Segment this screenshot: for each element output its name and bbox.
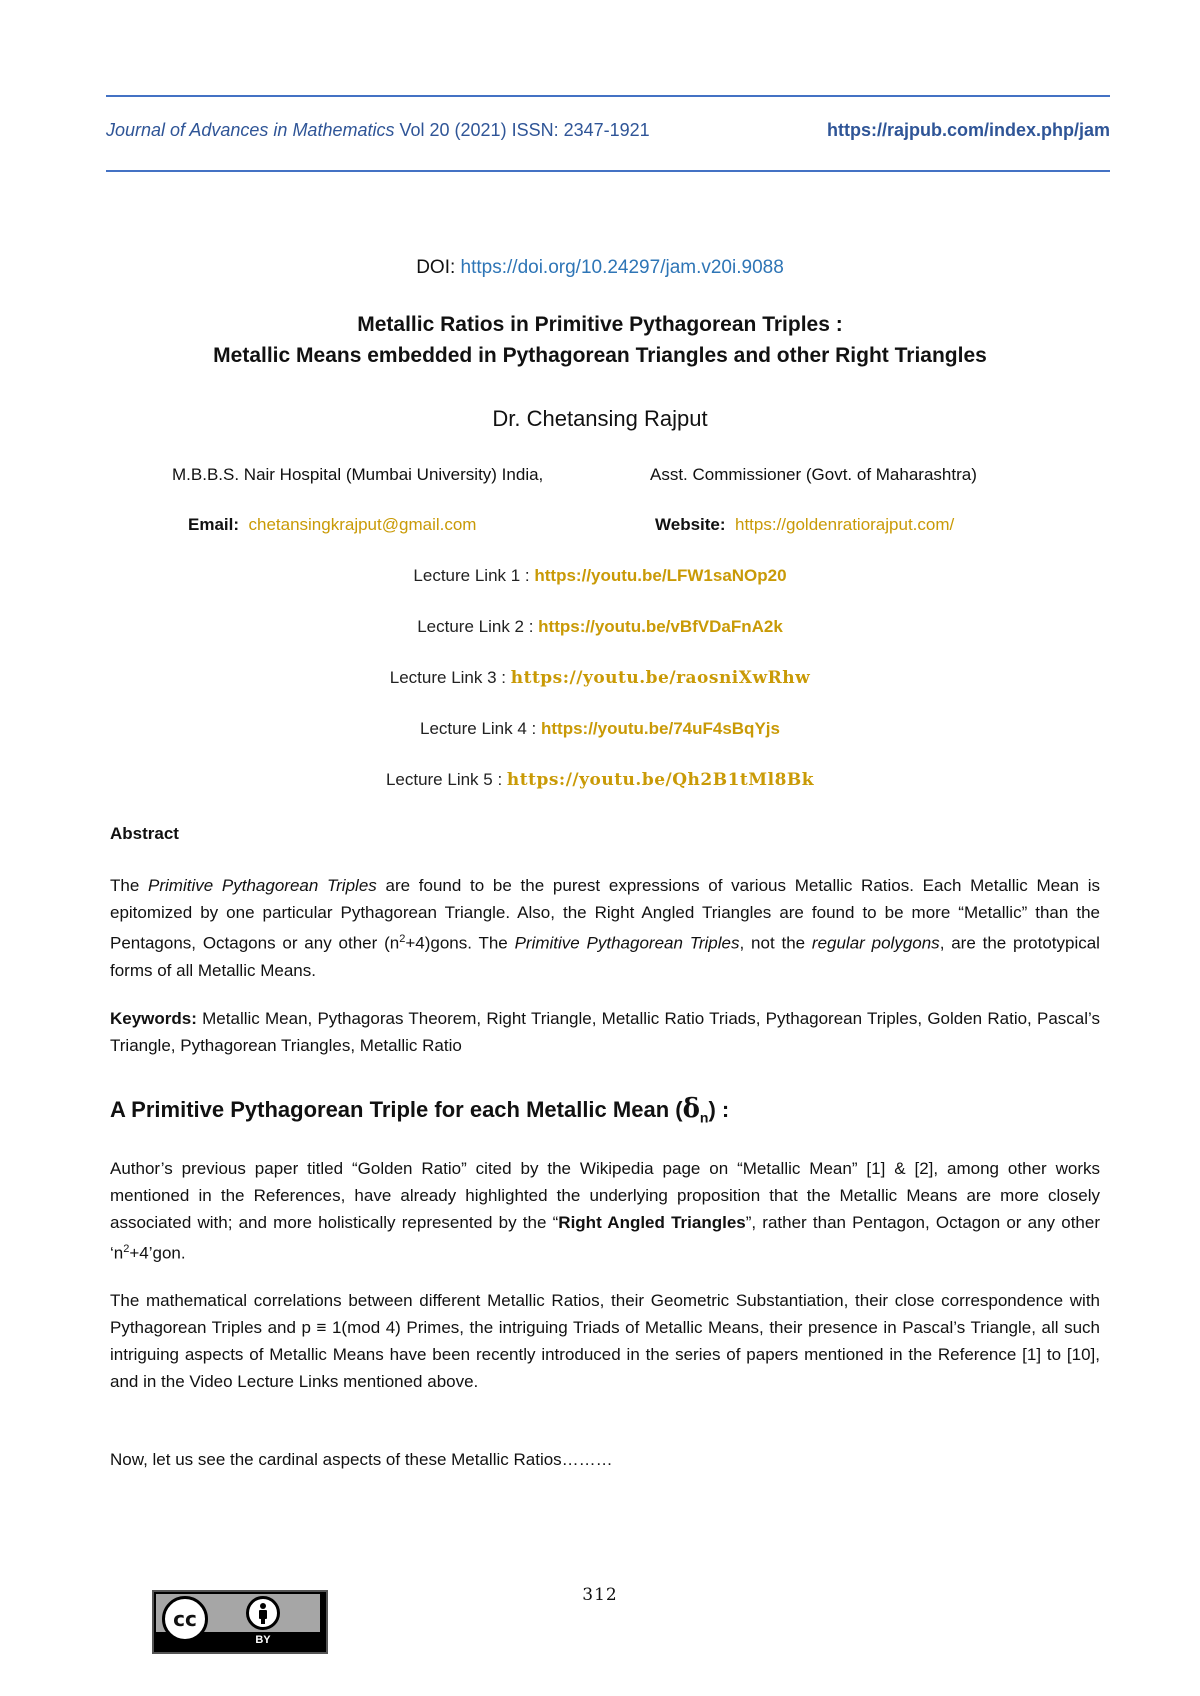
section-heading: A Primitive Pythagorean Triple for each Metallic Mean $(\delta_n)$ :	[110, 1094, 730, 1126]
abstract-paragraph: The Primitive Pythagorean Triples are found to be the purest expressions of various Metallic Ratios. Each Metallic Mean is epitomized by one particular Pythagorean Triangle. Also, the Right Angled Triangles are found to be more “Metallic” than the Pentagons, Octagons or any other $(n^2+4)gons$. The Primitive Pythagorean Triples, not the regular polygons, are the prototypical forms of all Metallic Means.	[110, 876, 1100, 980]
lecture-link-4-url[interactable]: https://youtu.be/74uF4sBqYjs	[540, 719, 780, 738]
affiliation-left: M.B.B.S. Nair Hospital (Mumbai University) India,	[172, 465, 544, 484]
author-name: Dr. Chetansing Rajput	[492, 406, 708, 431]
lecture-link-3-url[interactable]: https://youtu.be/raosniXwRhw	[510, 668, 811, 688]
affiliation-right: Asst. Commissioner (Govt. of Maharashtra)	[650, 465, 977, 484]
email-label: Email:	[188, 515, 240, 534]
journal-citation: Journal of Advances in Mathematics Vol 20 (2021) ISSN: 2347-1921	[106, 120, 650, 140]
section-paragraph-2: The mathematical correlations between different Metallic Ratios, their Geometric Substantiation, their close correspondence with Pythagorean Triples and p ≡ 1(mod 4) Primes, the intriguing Triads of Metallic Means, their presence in Pascal’s Triangle, all such intriguing aspects of Metallic Means have been recently introduced in the series of papers mentioned in the Reference [1] to [10], and in the Video Lecture Links mentioned above.	[110, 1291, 1100, 1391]
lecture-link-2: Lecture Link 2 : https://youtu.be/vBfVDaFnA2k	[417, 617, 783, 636]
attribution-person-icon	[246, 1596, 280, 1630]
header-top-rule	[106, 95, 1110, 97]
website-line	[655, 515, 954, 535]
license-by-label: BY	[255, 1634, 271, 1646]
lecture-link-5-url[interactable]: https://youtu.be/Qh2B1tMl8Bk	[506, 770, 815, 790]
journal-header	[106, 120, 1110, 141]
lecture-link-1-url[interactable]: https://youtu.be/LFW1saNOp20	[534, 566, 787, 585]
lecture-link-4: Lecture Link 4 : https://youtu.be/74uF4sBqYjs	[420, 719, 780, 738]
email-link[interactable]: chetansingkrajput@gmail.com	[248, 515, 477, 534]
cc-by-license-badge[interactable]	[152, 1590, 328, 1654]
paper-title-line1: Metallic Ratios in Primitive Pythagorean Triples :	[357, 313, 843, 336]
paper-title-line2: Metallic Means embedded in Pythagorean Triangles and other Right Triangles	[213, 344, 987, 367]
doi-link[interactable]: https://doi.org/10.24297/jam.v20i.9088	[460, 257, 784, 278]
keywords-label: Keywords:	[110, 1009, 197, 1028]
delta-symbol: δ	[682, 1094, 700, 1124]
lecture-link-1: Lecture Link 1 : https://youtu.be/LFW1saNOp20	[413, 566, 787, 585]
keywords-paragraph: Keywords: Metallic Mean, Pythagoras Theorem, Right Triangle, Metallic Ratio Triads, Pythagorean Triples, Golden Ratio, Pascal’s Triangle, Pythagorean Triangles, Metallic Ratio	[110, 1009, 1100, 1055]
abstract-heading: Abstract	[110, 824, 179, 843]
website-label: Website:	[655, 515, 726, 534]
section-paragraph-1: Author’s previous paper titled “Golden Ratio” cited by the Wikipedia page on “Metallic Mean” [1] & [2], among other works mentioned in the References, have already highlighted the underlying proposition that the Metallic Means are more closely associated with; and more holistically represented by the “Right Angled Triangles”, rather than Pentagon, Octagon or any other ‘$n^2+4’gon$.	[110, 1159, 1100, 1263]
section-paragraph-3: Now, let us see the cardinal aspects of these Metallic Ratios………	[110, 1450, 613, 1469]
lecture-link-5: Lecture Link 5 : https://youtu.be/Qh2B1tMl8Bk	[385, 770, 815, 790]
journal-url-link[interactable]: https://rajpub.com/index.php/jam	[826, 120, 1110, 140]
header-bottom-rule	[106, 170, 1110, 172]
lecture-link-3: Lecture Link 3 : https://youtu.be/raosniXwRhw	[389, 668, 811, 688]
website-link[interactable]: https://goldenratiorajput.com/	[735, 515, 955, 534]
email-line	[188, 515, 476, 535]
doi-line	[0, 257, 1200, 279]
cc-icon: cc	[162, 1596, 208, 1642]
page-number: 312	[582, 1585, 618, 1605]
doi-label: DOI:	[416, 257, 461, 278]
lecture-link-2-url[interactable]: https://youtu.be/vBfVDaFnA2k	[538, 617, 783, 636]
